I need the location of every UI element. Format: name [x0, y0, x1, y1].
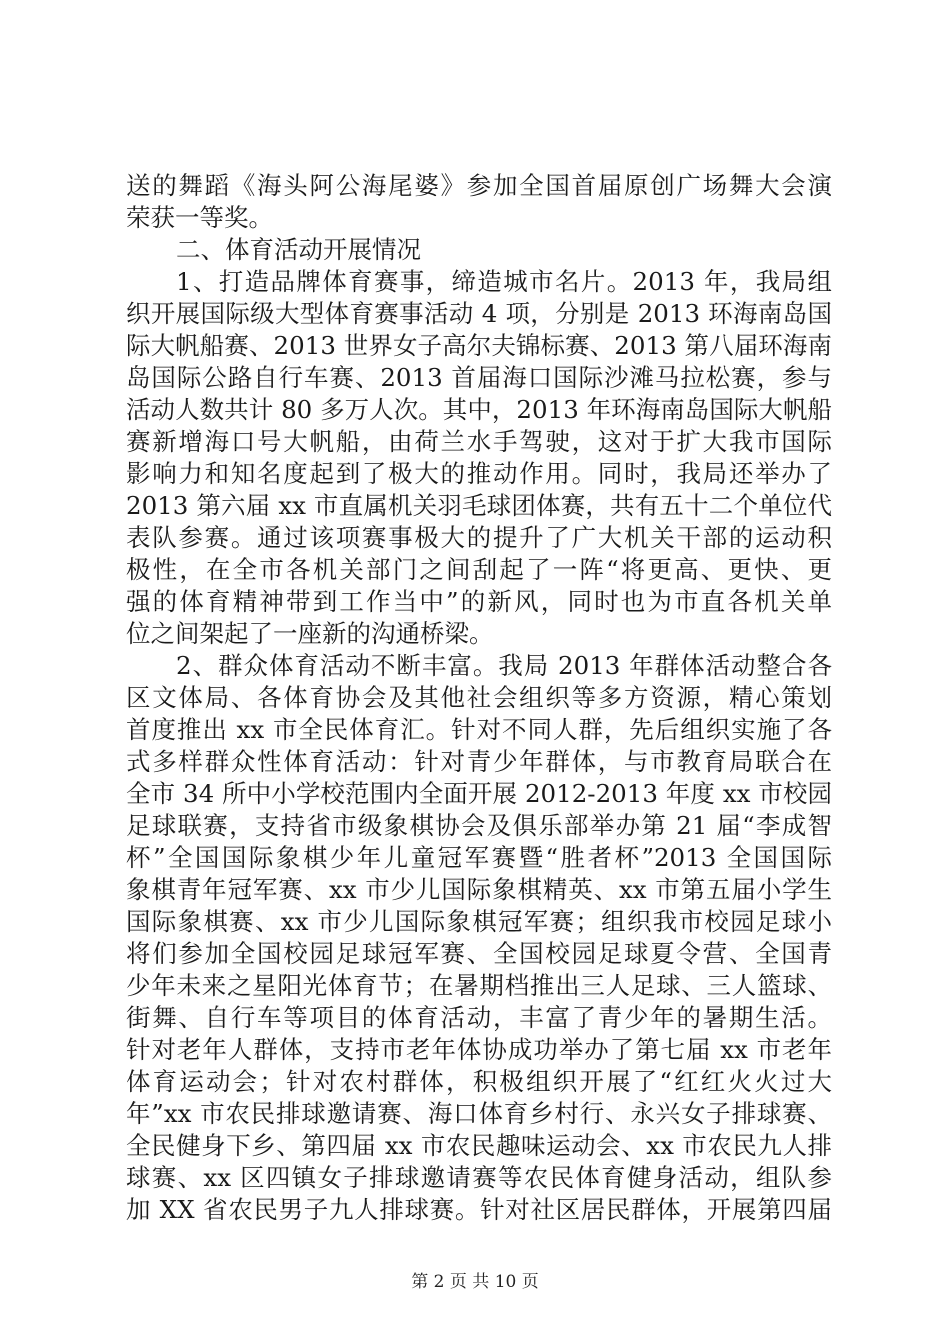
text-line: 足球联赛，支持省市级象棋协会及俱乐部举办第 21 届“李成智: [126, 811, 832, 840]
text-line: 象棋青年冠军赛、xx 市少儿国际象棋精英、xx 市第五届小学生: [126, 875, 832, 904]
text-line: 少年未来之星阳光体育节；在暑期档推出三人足球、三人篮球、: [126, 971, 832, 1000]
text-line: 表队参赛。通过该项赛事极大的提升了广大机关干部的运动积: [126, 523, 832, 552]
text-line: 1、打造品牌体育赛事，缔造城市名片。2013 年，我局组: [176, 267, 832, 296]
text-line: 加 XX 省农民男子九人排球赛。针对社区居民群体，开展第四届: [126, 1195, 832, 1224]
text-line: 球赛、xx 区四镇女子排球邀请赛等农民体育健身活动，组队参: [126, 1163, 832, 1192]
text-line: 全市 34 所中小学校范围内全面开展 2012-2013 年度 xx 市校园: [126, 779, 832, 808]
text-line: 将们参加全国校园足球冠军赛、全国校园足球夏令营、全国青: [126, 939, 832, 968]
text-line: 2、群众体育活动不断丰富。我局 2013 年群体活动整合各: [176, 651, 832, 680]
text-line: 体育运动会；针对农村群体，积极组织开展了“红红火火过大: [126, 1067, 832, 1096]
text-line: 强的体育精神带到工作当中”的新风，同时也为市直各机关单: [126, 587, 832, 616]
text-line: 赛新增海口号大帆船，由荷兰水手驾驶，这对于扩大我市国际: [126, 427, 832, 456]
page-footer: 第 2 页 共 10 页: [411, 1272, 539, 1292]
text-line: 际大帆船赛、2013 世界女子高尔夫锦标赛、2013 第八届环海南: [126, 331, 832, 360]
text-line: 活动人数共计 80 多万人次。其中，2013 年环海南岛国际大帆船: [126, 395, 832, 424]
text-line: 首度推出 xx 市全民体育汇。针对不同人群，先后组织实施了各: [126, 715, 832, 744]
text-line: 影响力和知名度起到了极大的推动作用。同时，我局还举办了: [126, 459, 832, 488]
text-line: 送的舞蹈《海头阿公海尾婆》参加全国首届原创广场舞大会演: [126, 171, 832, 200]
section-heading: 二、体育活动开展情况: [176, 235, 421, 264]
text-line: 荣获一等奖。: [126, 203, 273, 232]
text-line: 式多样群众性体育活动：针对青少年群体，与市教育局联合在: [126, 747, 832, 776]
text-line: 国际象棋赛、xx 市少儿国际象棋冠军赛；组织我市校园足球小: [126, 907, 832, 936]
document-body: [126, 170, 832, 1226]
text-line: 区文体局、各体育协会及其他社会组织等多方资源，精心策划: [126, 683, 832, 712]
text-line: 全民健身下乡、第四届 xx 市农民趣味运动会、xx 市农民九人排: [126, 1131, 832, 1160]
text-line: 街舞、自行车等项目的体育活动，丰富了青少年的暑期生活。: [126, 1003, 832, 1032]
text-line: 位之间架起了一座新的沟通桥梁。: [126, 619, 494, 648]
text-line: 极性，在全市各机关部门之间刮起了一阵“将更高、更快、更: [126, 555, 832, 584]
text-line: 岛国际公路自行车赛、2013 首届海口国际沙滩马拉松赛，参与: [126, 363, 832, 392]
text-line: 2013 第六届 xx 市直属机关羽毛球团体赛，共有五十二个单位代: [126, 491, 832, 520]
text-line: 杯”全国国际象棋少年儿童冠军赛暨“胜者杯”2013 全国国际: [126, 843, 832, 872]
text-line: 织开展国际级大型体育赛事活动 4 项，分别是 2013 环海南岛国: [126, 299, 832, 328]
text-line: 年”xx 市农民排球邀请赛、海口体育乡村行、永兴女子排球赛、: [126, 1099, 832, 1128]
text-line: 针对老年人群体，支持市老年体协成功举办了第七届 xx 市老年: [126, 1035, 832, 1064]
